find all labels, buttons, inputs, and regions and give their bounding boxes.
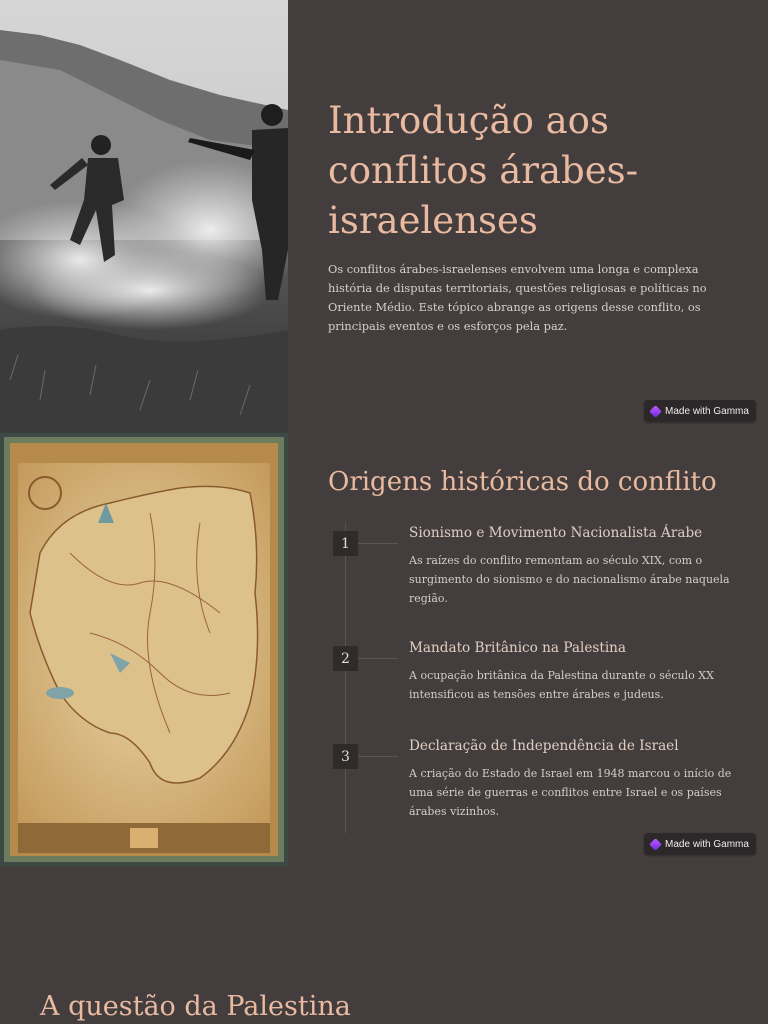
slide-palestine-question xyxy=(0,866,768,1024)
step-connector xyxy=(358,658,398,659)
step-number: 2 xyxy=(333,646,358,671)
timeline-line xyxy=(345,523,346,833)
made-with-gamma-button[interactable] xyxy=(644,833,756,855)
step-number: 3 xyxy=(333,744,358,769)
gamma-gem-icon xyxy=(649,838,662,851)
step-connector xyxy=(358,543,398,544)
slide-historical-origins xyxy=(0,433,768,866)
step-title: Mandato Britânico na Palestina xyxy=(409,640,627,656)
gamma-gem-icon xyxy=(649,405,662,418)
step-title: Sionismo e Movimento Nacionalista Árabe xyxy=(409,525,703,541)
badge-label: Made with Gamma xyxy=(665,405,749,417)
step-description: A criação do Estado de Israel em 1948 marcou o início de uma série de guerras e conflitos entre Israel e os países árabes vizinhos. xyxy=(409,767,732,818)
antique-map-image xyxy=(0,433,288,866)
section-title: A questão da Palestina xyxy=(40,991,351,1022)
slide-introduction xyxy=(0,0,768,433)
step-title: Declaração de Independência de Israel xyxy=(409,738,679,754)
section-title: Origens históricas do conflito xyxy=(328,467,717,497)
step-description: As raízes do conflito remontam ao século XIX, com o surgimento do sionismo e do nacionalismo árabe naquela região. xyxy=(409,554,730,605)
step-description: A ocupação britânica da Palestina durante o século XX intensificou as tensões entre árabes e judeus. xyxy=(409,669,714,701)
intro-paragraph: Os conflitos árabes-israelenses envolvem uma longa e complexa história de disputas territoriais, questões religiosas e políticas no Oriente Médio. Este tópico abrange as origens desse conflito, os principais eventos e os esforços pela paz. xyxy=(328,262,707,333)
step-connector xyxy=(358,756,398,757)
step-number: 1 xyxy=(333,531,358,556)
badge-label: Made with Gamma xyxy=(665,838,749,850)
soldiers-photo xyxy=(0,0,288,433)
made-with-gamma-button[interactable] xyxy=(644,400,756,422)
page-title: Introdução aos conflitos árabes-israelenses xyxy=(328,99,639,242)
